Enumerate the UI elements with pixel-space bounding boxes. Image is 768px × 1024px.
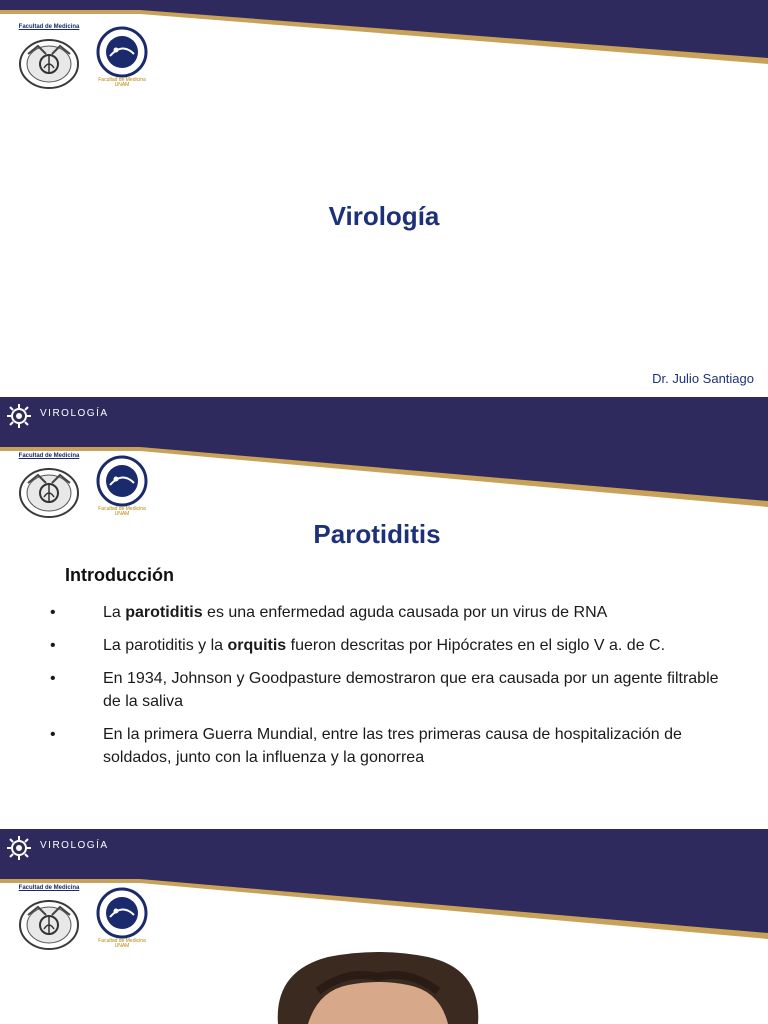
slide-photo [0, 829, 768, 1024]
logo-group [16, 24, 156, 94]
mp-sub-line-1: Facultad de Medicina [98, 77, 146, 83]
faculty-of-medicine-logo: Facultad de Medicina [16, 885, 82, 955]
virus-icon [6, 835, 32, 861]
section-label: VIROLOGÍA [40, 408, 109, 419]
mp-sub-line-2: UNAM [114, 943, 130, 949]
patient-photo [268, 951, 488, 1024]
bullet-marker: • [50, 637, 56, 654]
microbiology-parasitology-logo [92, 453, 152, 523]
bullet-item: • En 1934, Johnson y Goodpasture demostraron que era causada por un agente filtrable de la saliva [48, 667, 738, 713]
slide-title-text: Parotiditis [313, 519, 441, 549]
bold-term: parotiditis [125, 604, 203, 621]
microbiology-parasitology-logo [92, 885, 152, 955]
mp-sub-line-2: UNAM [114, 511, 130, 517]
slide-title-text: Virología [328, 201, 440, 231]
bullet-item: • En la primera Guerra Mundial, entre las tres primeras causa de hospitalización de soldados, junto con la influenza y la gonorrea [48, 723, 738, 769]
section-label: VIROLOGÍA [40, 840, 109, 851]
section-subtitle: Introducción [65, 565, 174, 585]
bullet-marker: • [50, 604, 56, 621]
mp-sub-line-1: Facultad de Medicina [98, 938, 146, 944]
slide-title [0, 0, 768, 397]
mp-sub-line-2: UNAM [114, 82, 130, 88]
faculty-of-medicine-logo: Facultad de Medicina [16, 453, 82, 523]
bullet-item: • La parotiditis es una enfermedad aguda causada por un virus de RNA [48, 601, 738, 624]
bold-term: orquitis [227, 637, 287, 654]
virus-icon [6, 403, 32, 429]
slide-parotiditis [0, 397, 768, 829]
author-name: Dr. Julio Santiago [652, 371, 754, 386]
mp-sub-line-1: Facultad de Medicina [98, 506, 146, 512]
faculty-of-medicine-logo: Facultad de Medicina [16, 24, 82, 94]
bullet-marker: • [50, 670, 56, 687]
microbiology-parasitology-logo [92, 24, 152, 94]
bullet-marker: • [50, 726, 56, 743]
logo-group [16, 885, 156, 955]
bullet-item: • La parotiditis y la orquitis fueron descritas por Hipócrates en el siglo V a. de C. [48, 634, 738, 657]
bullet-list [48, 601, 738, 779]
logo-group [16, 453, 156, 523]
